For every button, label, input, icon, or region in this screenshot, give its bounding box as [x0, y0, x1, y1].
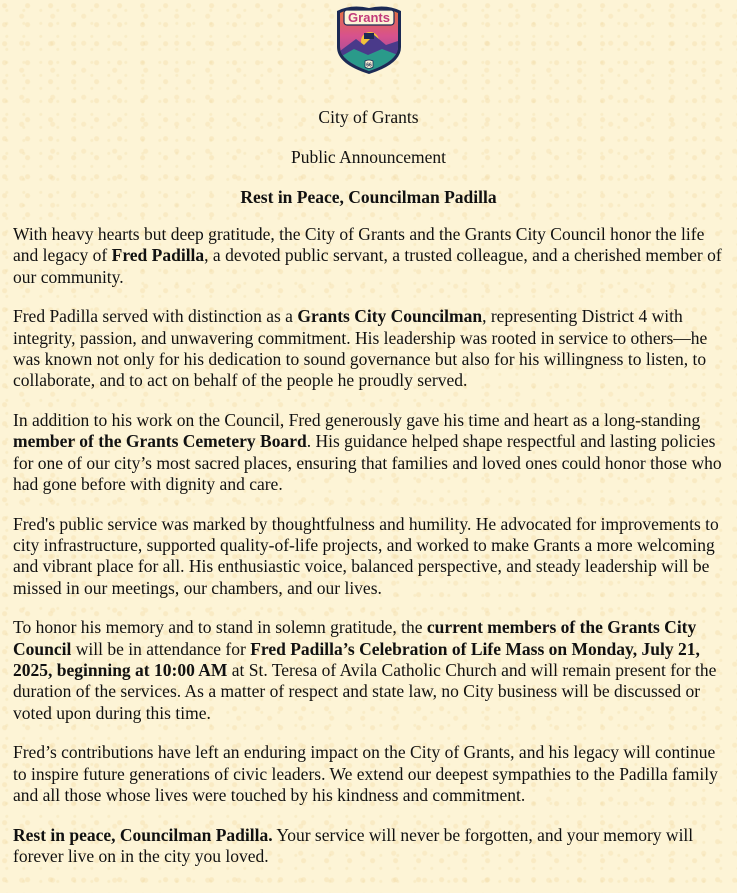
announcement-kind: Public Announcement	[290, 147, 447, 167]
announcement-title: Rest in Peace, Councilman Padilla	[240, 187, 497, 207]
paragraph-1: With heavy hearts but deep gratitude, the City of Grants and the Grants City Council honor the life and legacy of Fred Padilla, a devoted public servant, a trusted colleague, and a cherished member of our community.	[13, 224, 722, 287]
paragraph-3: In addition to his work on the Council, Fred generously gave his time and heart as a long-standing member of the Grants Cemetery Board. His guidance helped shape respectful and lasting policies for one of our city’s most sacred places, ensuring that families and loved ones could honor those who had gone before with dignity and care.	[13, 410, 722, 494]
logo-wordmark: Grants	[347, 10, 390, 25]
announcement-page	[0, 3, 737, 893]
paragraph-4: Fred's public service was marked by thoughtfulness and humility. He advocated for improvements to city infrastructure, supported quality-of-life projects, and worked to make Grants a more welcoming and vibrant place for all. His enthusiastic voice, balanced perspective, and steady leadership will be missed in our meetings, our chambers, and our lives.	[13, 513, 719, 598]
city-of-grants-logo	[334, 3, 404, 75]
paragraph-5: To honor his memory and to stand in solemn gratitude, the current members of the Grants City Council will be in attendance for Fred Padilla’s Celebration of Life Mass on Monday, July 21, 2025, beginning at 10:00 AM at St. Teresa of Avila Catholic Church and will remain present for the duration of the services. As a matter of respect and state law, no City business will be discussed or voted upon during this time.	[13, 617, 717, 723]
paragraph-6: Fred’s contributions have left an enduring impact on the City of Grants, and his legacy will continue to inspire future generations of civic leaders. We extend our deepest sympathies to the Padilla family and all those whose lives were touched by his kindness and commitment.	[13, 742, 718, 806]
paragraph-2: Fred Padilla served with distinction as a Grants City Councilman, representing District 4 with integrity, passion, and unwavering commitment. His leadership was rooted in service to others—he was known not only for his dedication to sound governance but also for his willingness to listen, to collaborate, and to act on behalf of the people he proudly served.	[13, 306, 708, 391]
route-66-badge: 66	[365, 62, 372, 69]
org-name: City of Grants	[318, 107, 419, 127]
paragraph-7: Rest in peace, Councilman Padilla. Your service will never be forgotten, and your memory will forever live on in the city you loved.	[13, 824, 694, 867]
